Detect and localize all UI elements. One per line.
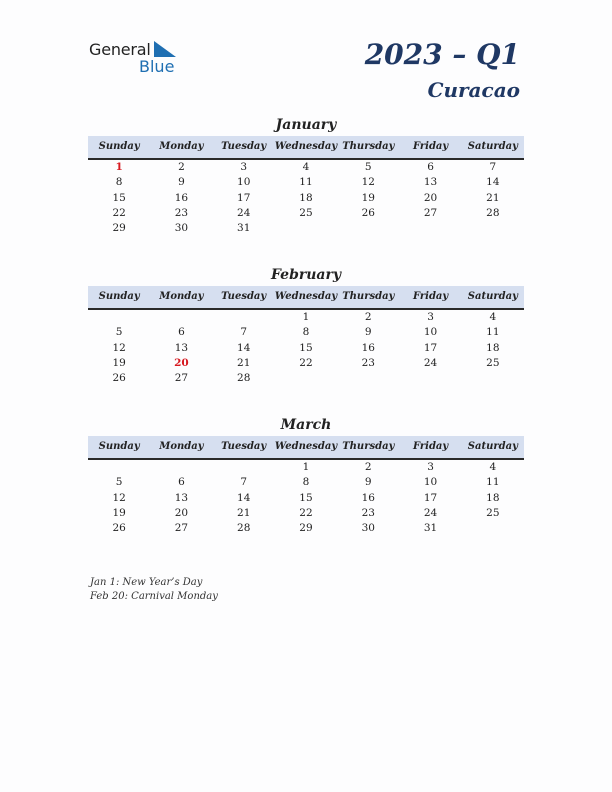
day-cell: 9 (364, 476, 372, 489)
day-cell: 16 (174, 191, 189, 204)
day-cell: 13 (174, 491, 189, 504)
day-cell: 15 (112, 191, 126, 204)
day-cell (88, 310, 150, 325)
day-cell (88, 460, 150, 475)
generalblue-logo (89, 40, 175, 76)
day-cell: 12 (112, 341, 126, 354)
weekday-label: Wednesday (274, 441, 338, 452)
quarter-title: 2023 – Q1 (364, 38, 520, 71)
day-cell: 4 (489, 461, 497, 473)
day-cell: 5 (364, 161, 372, 173)
day-cell: 27 (423, 206, 438, 219)
day-cell: 20 (423, 191, 438, 204)
weekday-label: Saturday (467, 291, 518, 302)
day-cell: 28 (237, 372, 251, 385)
day-cell: 7 (240, 476, 248, 489)
day-cell: 28 (486, 206, 500, 219)
day-cell: 23 (174, 206, 189, 219)
day-cell: 30 (361, 522, 375, 535)
weekday-label: Tuesday (221, 141, 267, 152)
day-cell (462, 221, 524, 236)
holiday-notes (90, 576, 218, 604)
day-cell: 1 (302, 461, 310, 473)
day-cell: 25 (486, 506, 500, 519)
day-cell (275, 371, 337, 386)
country-title: Curacao (427, 78, 520, 102)
day-cell: 18 (299, 191, 313, 204)
weekday-header (88, 136, 524, 160)
weekday-label: Sunday (98, 291, 140, 302)
month-days-grid (88, 310, 524, 386)
holiday-day-cell: 1 (115, 161, 123, 173)
day-cell: 13 (423, 176, 438, 189)
day-cell: 11 (486, 326, 500, 339)
week-row (88, 325, 524, 340)
day-cell: 8 (115, 176, 123, 189)
day-cell: 6 (427, 161, 434, 173)
day-cell: 5 (115, 326, 123, 339)
month-title: March (280, 417, 332, 433)
day-cell: 19 (112, 506, 126, 519)
day-cell: 30 (174, 222, 189, 235)
week-row (88, 460, 524, 475)
day-cell: 12 (361, 176, 375, 189)
day-cell: 12 (112, 491, 126, 504)
day-cell: 25 (486, 356, 500, 369)
day-cell: 29 (299, 522, 313, 535)
day-cell: 25 (299, 206, 313, 219)
month-march (88, 416, 524, 536)
day-cell: 14 (237, 491, 251, 504)
day-cell: 23 (361, 506, 375, 519)
month-title: February (270, 267, 341, 283)
month-days-grid (88, 160, 524, 236)
holiday-day-cell: 20 (174, 356, 189, 369)
day-cell: 5 (115, 476, 123, 489)
day-cell: 21 (486, 191, 500, 204)
weekday-label: Friday (412, 291, 449, 302)
day-cell: 18 (486, 341, 500, 354)
month-days-grid (88, 460, 524, 536)
day-cell (150, 310, 212, 325)
day-cell (337, 371, 399, 386)
day-cell: 10 (237, 176, 251, 189)
day-cell (462, 371, 524, 386)
day-cell: 14 (486, 176, 500, 189)
weekday-label: Thursday (342, 141, 395, 152)
holiday-note: Feb 20: Carnival Monday (90, 591, 218, 602)
day-cell: 31 (237, 222, 251, 235)
day-cell: 21 (237, 356, 251, 369)
weekday-label: Friday (412, 441, 449, 452)
day-cell: 1 (302, 311, 310, 323)
week-row (88, 371, 524, 386)
day-cell: 15 (299, 491, 313, 504)
day-cell: 22 (112, 206, 126, 219)
day-cell: 17 (423, 491, 438, 504)
day-cell: 2 (178, 161, 185, 173)
day-cell: 24 (423, 506, 438, 519)
day-cell: 24 (423, 356, 438, 369)
day-cell: 21 (237, 506, 251, 519)
day-cell: 28 (237, 522, 251, 535)
day-cell: 11 (299, 176, 313, 189)
title-block (365, 38, 520, 104)
day-cell: 4 (302, 161, 310, 173)
day-cell: 24 (237, 206, 251, 219)
day-cell: 8 (302, 476, 310, 489)
day-cell: 27 (174, 522, 189, 535)
day-cell: 23 (361, 356, 375, 369)
day-cell (213, 460, 275, 475)
day-cell: 16 (361, 491, 375, 504)
week-row (88, 341, 524, 356)
week-row (88, 310, 524, 325)
weekday-label: Wednesday (274, 291, 338, 302)
day-cell (275, 221, 337, 236)
weekday-header (88, 286, 524, 310)
day-cell: 14 (237, 341, 251, 354)
day-cell: 8 (302, 326, 310, 339)
day-cell: 26 (361, 206, 375, 219)
day-cell: 7 (489, 161, 497, 173)
day-cell (150, 460, 212, 475)
weekday-label: Thursday (342, 441, 395, 452)
day-cell: 3 (427, 461, 434, 473)
day-cell: 7 (240, 326, 248, 339)
day-cell: 31 (423, 522, 438, 535)
week-row (88, 191, 524, 206)
day-cell: 11 (486, 476, 500, 489)
day-cell: 18 (486, 491, 500, 504)
day-cell: 4 (489, 311, 497, 323)
day-cell: 15 (299, 341, 313, 354)
day-cell: 17 (237, 191, 251, 204)
weekday-label: Monday (159, 291, 204, 302)
day-cell: 6 (178, 326, 185, 339)
day-cell: 29 (112, 222, 126, 235)
logo-general-text: General (89, 40, 151, 59)
weekday-label: Sunday (98, 441, 140, 452)
day-cell: 16 (361, 341, 375, 354)
week-row (88, 491, 524, 506)
weekday-label: Saturday (467, 141, 518, 152)
day-cell: 19 (361, 191, 375, 204)
weekday-label: Friday (412, 141, 449, 152)
week-row (88, 506, 524, 521)
weekday-label: Tuesday (221, 441, 267, 452)
day-cell (399, 371, 461, 386)
holiday-note: Jan 1: New Year’s Day (90, 577, 203, 588)
weekday-label: Tuesday (221, 291, 267, 302)
day-cell (213, 310, 275, 325)
day-cell: 20 (174, 506, 189, 519)
day-cell: 2 (364, 461, 372, 473)
day-cell: 9 (364, 326, 372, 339)
day-cell: 13 (174, 341, 189, 354)
day-cell: 10 (423, 476, 438, 489)
logo-blue-text: Blue (139, 57, 175, 76)
week-row (88, 160, 524, 175)
day-cell: 22 (299, 356, 313, 369)
week-row (88, 221, 524, 236)
day-cell: 19 (112, 356, 126, 369)
weekday-header (88, 436, 524, 460)
day-cell: 26 (112, 522, 126, 535)
week-row (88, 475, 524, 490)
week-row (88, 521, 524, 536)
day-cell: 3 (427, 311, 434, 323)
weekday-label: Saturday (467, 441, 518, 452)
day-cell (399, 221, 461, 236)
day-cell (337, 221, 399, 236)
month-january (88, 116, 524, 236)
week-row (88, 206, 524, 221)
weekday-label: Wednesday (274, 141, 338, 152)
week-row (88, 175, 524, 190)
month-title: January (275, 117, 337, 133)
day-cell (462, 521, 524, 536)
week-row (88, 356, 524, 371)
weekday-label: Monday (159, 141, 204, 152)
day-cell: 2 (364, 311, 372, 323)
day-cell: 9 (178, 176, 185, 189)
day-cell: 10 (423, 326, 438, 339)
day-cell: 26 (112, 372, 126, 385)
weekday-label: Sunday (98, 141, 140, 152)
day-cell: 27 (174, 372, 189, 385)
weekday-label: Monday (159, 441, 204, 452)
weekday-label: Thursday (342, 291, 395, 302)
day-cell: 17 (423, 341, 438, 354)
day-cell: 6 (178, 476, 185, 489)
day-cell: 3 (240, 161, 248, 173)
day-cell: 22 (299, 506, 313, 519)
month-february (88, 266, 524, 386)
